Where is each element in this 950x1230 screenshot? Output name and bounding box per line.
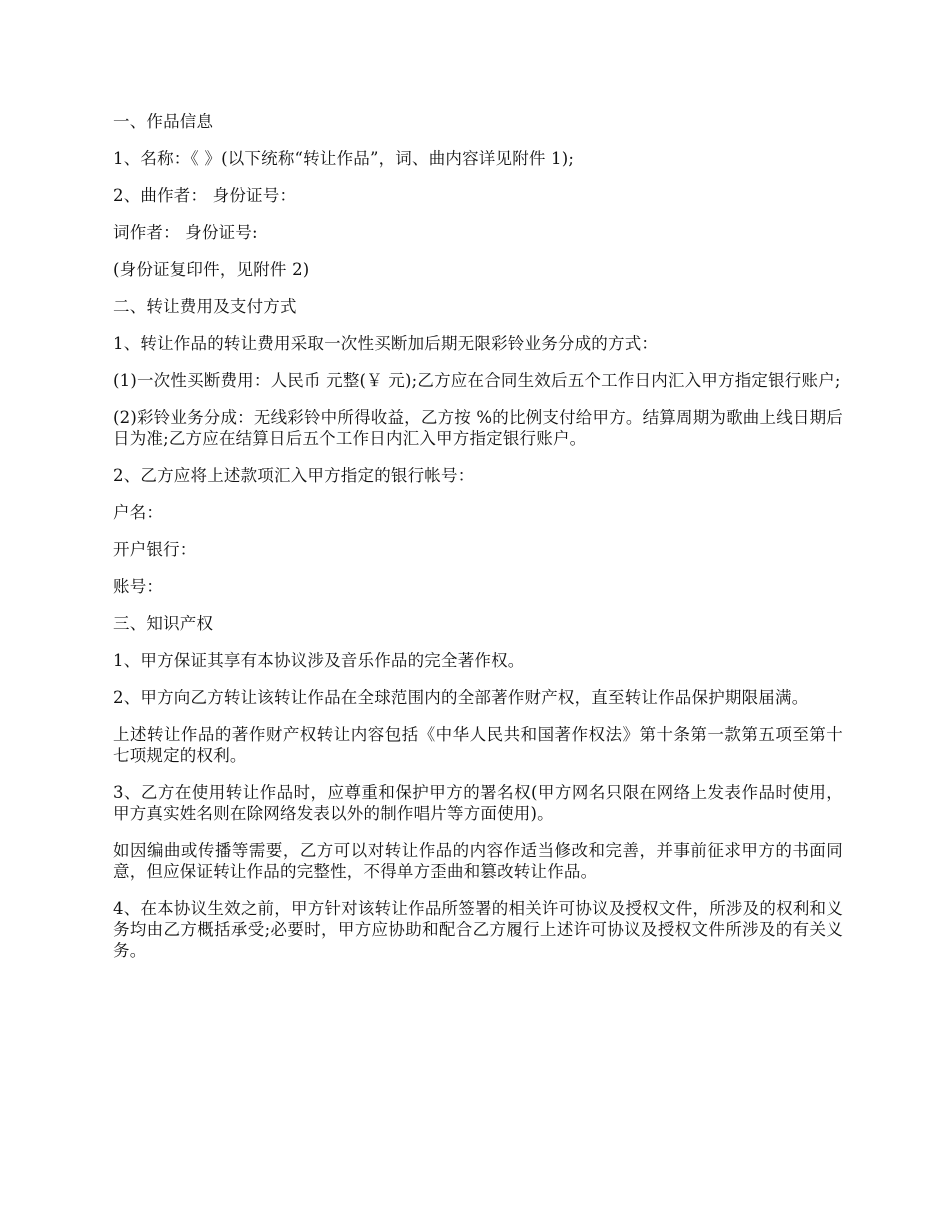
ip-clause-2-detail: 上述转让作品的著作财产权转让内容包括《中华人民共和国著作权法》第十条第一款第五项至第十七项规定的权利。 (113, 725, 843, 765)
bank-name-line: 开户银行： (113, 540, 197, 559)
ip-clause-2: 2、甲方向乙方转让该转让作品在全球范围内的全部著作财产权，直至转让作品保护期限届满。 (113, 688, 809, 707)
section-heading-work-info: 一、作品信息 (113, 112, 214, 131)
document-body (113, 111, 843, 977)
buyout-fee-clause: (1)一次性买断费用：人民币 元整(￥ 元);乙方应在合同生效后五个工作日内汇入甲方指定银行账户; (113, 371, 841, 390)
section-heading-fees: 二、转让费用及支付方式 (113, 297, 297, 316)
bank-account-clause: 2、乙方应将上述款项汇入甲方指定的银行帐号： (113, 466, 475, 485)
id-copy-note: (身份证复印件，见附件 2) (113, 260, 310, 279)
ip-clause-3: 3、乙方在使用转让作品时，应尊重和保护甲方的署名权(甲方网名只限在网络上发表作品时使用，甲方真实姓名则在除网络发表以外的制作唱片等方面使用)。 (113, 783, 843, 823)
account-name-line: 户名： (113, 503, 164, 522)
ringtone-share-clause: (2)彩铃业务分成：无线彩铃中所得收益，乙方按 %的比例支付给甲方。结算周期为歌曲上线日期后 日为准;乙方应在结算日后五个工作日内汇入甲方指定银行账户。 (113, 408, 843, 448)
lyricist-line: 词作者： 身份证号: (113, 223, 258, 242)
composer-line: 2、曲作者： 身份证号： (113, 186, 297, 205)
account-number-line: 账号： (113, 577, 164, 596)
work-title-line: 1、名称：《 》(以下统称“转让作品”，词、曲内容详见附件 1); (113, 149, 575, 168)
section-heading-ip: 三、知识产权 (113, 614, 214, 633)
ip-clause-4: 4、在本协议生效之前，甲方针对该转让作品所签署的相关许可协议及授权文件，所涉及的权利和义务均由乙方概括承受;必要时，甲方应协助和配合乙方履行上述许可协议及授权文件所涉及的有关义务。 (113, 899, 843, 960)
ip-clause-3-detail: 如因编曲或传播等需要，乙方可以对转让作品的内容作适当修改和完善，并事前征求甲方的书面同意，但应保证转让作品的完整性，不得单方歪曲和篡改转让作品。 (113, 841, 843, 881)
ip-clause-1: 1、甲方保证其享有本协议涉及音乐作品的完全著作权。 (113, 651, 525, 670)
fee-method-clause: 1、转让作品的转让费用采取一次性买断加后期无限彩铃业务分成的方式： (113, 334, 659, 353)
